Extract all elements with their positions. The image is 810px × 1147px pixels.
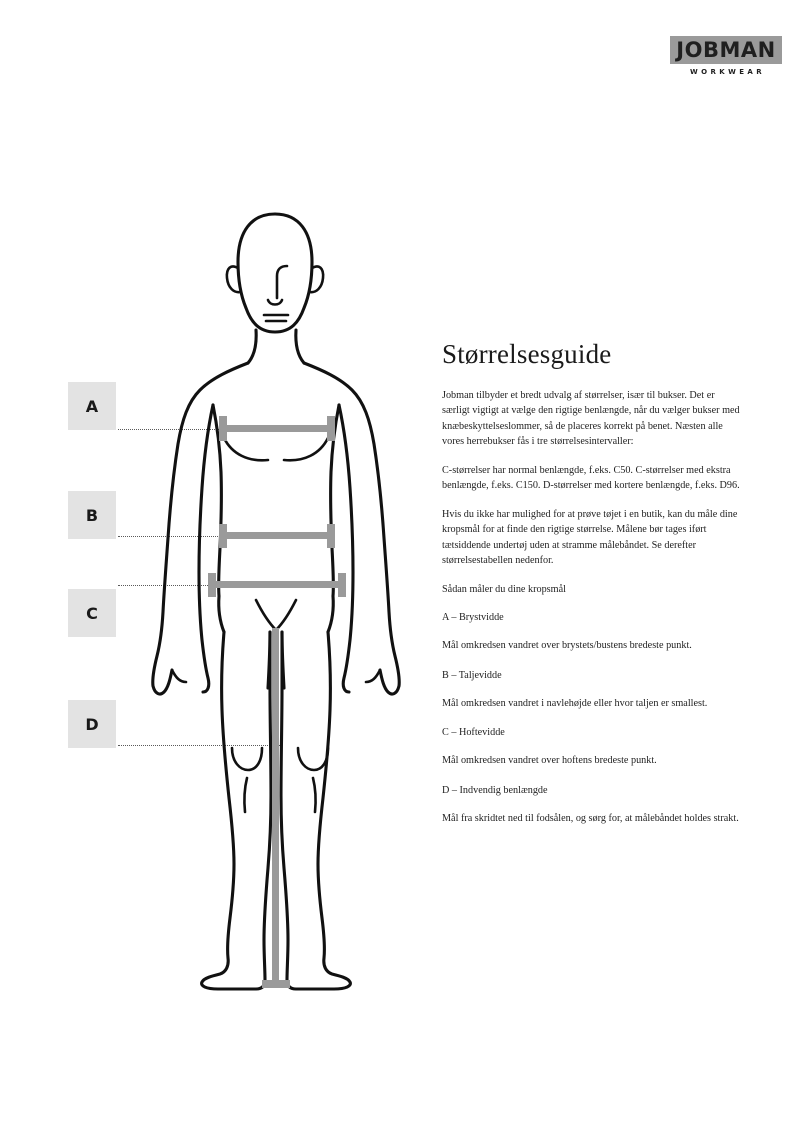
how-to-measure-heading: Sådan måler du dine kropsmål bbox=[442, 583, 566, 595]
logo-wordmark: JOBMAN bbox=[676, 37, 776, 62]
arm-left-inner bbox=[199, 405, 213, 692]
brand-logo bbox=[670, 36, 782, 76]
hip-left bbox=[219, 596, 224, 632]
chest-line-left bbox=[224, 438, 268, 460]
size-guide-text-column bbox=[442, 340, 742, 826]
measurement-heading-c: C – Hoftevidde bbox=[442, 727, 505, 739]
groin-line-left bbox=[256, 600, 276, 630]
waist-measure-bar bbox=[219, 524, 335, 548]
inner-thigh-right bbox=[282, 632, 284, 688]
hand-left-thumb bbox=[172, 670, 186, 682]
measurement-instruction-d: Mål fra skridtet ned til fodsålen, og sørg for, at målebåndet holdes strakt. bbox=[442, 813, 739, 825]
chest-measure-bar bbox=[219, 416, 335, 441]
size-ranges-paragraph: C-størrelser har normal benlængde, f.eks. C50. C-størrelser med ekstra benlængde, f.eks. C150. D-størrelser med kortere benlængde, f.eks. D96. bbox=[442, 464, 740, 492]
nostril-line bbox=[268, 300, 282, 305]
knee-line-right bbox=[298, 748, 328, 770]
measurement-instruction-a: Mål omkredsen vandret over brystets/bustens bredeste punkt. bbox=[442, 640, 692, 652]
hand-right-thumb bbox=[366, 670, 380, 682]
measurement-heading-b: B – Taljevidde bbox=[442, 669, 502, 681]
shin-line-left bbox=[244, 778, 247, 812]
nose-line bbox=[277, 266, 287, 298]
measure-label-a: A bbox=[85, 396, 99, 416]
fitting-advice-paragraph: Hvis du ikke har mulighed for at prøve tøjet i en butik, kan du måle dine kropsmål for at finde den rigtige størrelse. Målene bør tages iført tætsiddende undertøj uden at stramme målebåndet. Se derefter størrelsestabellen nedenfor. bbox=[442, 508, 738, 567]
measure-label-d: D bbox=[85, 714, 99, 734]
inner-thigh-left bbox=[268, 632, 270, 688]
inseam-measure-bar bbox=[262, 628, 290, 988]
knee-line-left bbox=[232, 748, 262, 770]
measurement-heading-d: D – Indvendig benlængde bbox=[442, 784, 548, 796]
measure-label-box-c bbox=[68, 589, 116, 637]
logo-tagline: WORKWEAR bbox=[690, 68, 765, 76]
hip-measure-bar bbox=[208, 573, 346, 597]
measure-label-box-d bbox=[68, 700, 116, 748]
logo-mark-box bbox=[670, 36, 782, 64]
measurement-instruction-b: Mål omkredsen vandret i navlehøjde eller hvor taljen er smallest. bbox=[442, 697, 708, 709]
chest-line-right bbox=[284, 438, 328, 460]
measurement-instruction-c: Mål omkredsen vandret over hoftens bredeste punkt. bbox=[442, 755, 657, 767]
intro-paragraph: Jobman tilbyder et bredt udvalg af størrelser, især til bukser. Det er særligt vigtigt at vælge den rigtige benlængde, når du vælger bukser med knæbeskyttelseslommer, så de placeres korrekt på benet. Næsten alle vores herrebukser fås i tre størrelsesintervaller: bbox=[442, 389, 740, 448]
body-diagram bbox=[120, 200, 440, 1000]
page-title: Størrelsesguide bbox=[442, 339, 612, 369]
leg-left-outline bbox=[202, 632, 271, 989]
measurement-heading-a: A – Brystvidde bbox=[442, 611, 504, 623]
measure-label-box-b bbox=[68, 491, 116, 539]
measure-label-c: C bbox=[86, 603, 98, 623]
neck-right bbox=[296, 330, 304, 363]
arm-right-inner bbox=[339, 405, 353, 692]
shin-line-right bbox=[313, 778, 316, 812]
measure-label-box-a bbox=[68, 382, 116, 430]
hip-right bbox=[328, 596, 333, 632]
groin-line-right bbox=[276, 600, 296, 630]
measure-label-b: B bbox=[85, 505, 99, 525]
neck-left bbox=[248, 330, 256, 363]
